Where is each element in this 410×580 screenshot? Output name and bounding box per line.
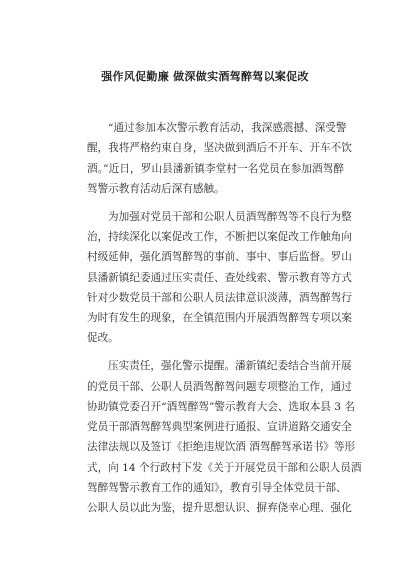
paragraph-3-line-3: 协助镇党委召开“酒驾醉驾”警示教育大会、选取本县 3 名	[87, 400, 355, 413]
paragraph-3-line-8: 公职人员以此为鉴，提升思想认识、摒弃侥幸心理、强化	[87, 502, 352, 515]
paragraph-3-line-5: 法律法规以及签订《拒绝违规饮酒 酒驾醉驾承诺书》等形	[87, 441, 356, 454]
paragraph-1-line-4: 驾警示教育活动后深有感触。	[87, 182, 225, 195]
paragraph-2-line-1: 为加强对党员干部和公职人员酒驾醉驾等不良行为整	[108, 210, 352, 223]
paragraph-1-line-2: 醒，我将严格约束自身，坚决做到酒后不开车、开车不饮	[87, 142, 352, 155]
paragraph-gap	[87, 199, 344, 207]
paragraph-2-line-6: 为时有发生的现象，在全镇范围内开展酒驾醉驾专项以案	[87, 312, 352, 325]
paragraph-1-line-1: “通过参加本次警示教育活动，我深感震撼、深受警	[108, 122, 347, 134]
paragraph-3-line-2: 的党员干部、公职人员酒驾醉驾问题专项整治工作，通过	[87, 380, 352, 393]
document-body	[87, 118, 362, 519]
paragraph-3-line-1: 压实责任，强化警示提醒。潘新镇纪委结合当前开展	[108, 360, 352, 373]
paragraph-2-line-5: 针对少数党员干部和公职人员法律意识淡薄，酒驾醉驾行	[87, 291, 352, 304]
paragraph-2-line-4: 县潘新镇纪委通过压实责任、查处线索、警示教育等方式	[87, 271, 352, 284]
paragraph-3-line-6: 式，向 14 个行政村下发《关于开展党员干部和公职人员酒	[87, 461, 362, 474]
paragraph-3-line-7: 驾醉驾警示教育工作的通知》，教育引导全体党员干部、	[87, 482, 347, 495]
paragraph-3-line-4: 党员干部酒驾醉驾典型案例进行通报、宣讲道路交通安全	[87, 421, 352, 434]
paragraph-2-line-7: 促改。	[87, 332, 119, 345]
paragraph-gap	[87, 349, 344, 357]
paragraph-2-line-2: 治，持续深化以案促改工作，不断把以案促改工作触角向	[87, 230, 352, 243]
paragraph-1-line-3: 酒。”近日，罗山县潘新镇李堂村一名党员在参加酒驾醉	[87, 162, 344, 175]
document-title: 强作风促勤廉 做深做实酒驾醉驾以案促改	[101, 70, 309, 83]
paragraph-2-line-3: 村级延伸，强化酒驾醉驾的事前、事中、事后监督。罗山	[87, 251, 352, 264]
